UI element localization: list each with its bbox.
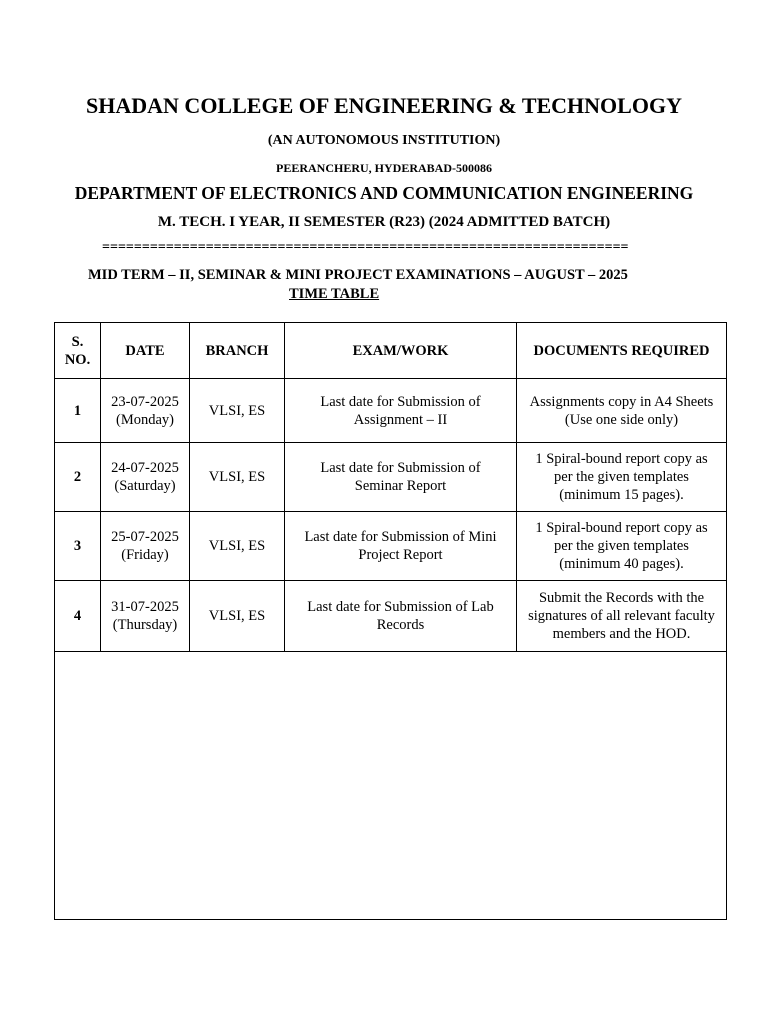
column-header-sno-line1: S.	[71, 333, 84, 350]
row-date	[101, 379, 190, 443]
row-exam-line2: Seminar Report	[354, 478, 447, 494]
row-exam-line1: Last date for Submission of Lab	[307, 599, 494, 615]
blank-cell	[55, 652, 727, 920]
row-docs-line1: Assignments copy in A4 Sheets	[529, 393, 714, 410]
row-sno: 4	[55, 581, 101, 652]
row-docs	[517, 512, 727, 581]
column-header-docs: DOCUMENTS REQUIRED	[517, 323, 727, 379]
row-docs-line2: per the given templates	[554, 538, 689, 554]
row-exam-line1: Last date for Submission of	[320, 393, 481, 410]
row-docs-line3: (minimum 15 pages).	[559, 487, 684, 503]
college-address: PEERANCHERU, HYDERABAD-500086	[275, 161, 492, 175]
department-name: DEPARTMENT OF ELECTRONICS AND COMMUNICATION ENGINEERING	[74, 183, 694, 203]
row-exam-line1: Last date for Submission of Mini	[304, 529, 497, 545]
row-docs-line1: 1 Spiral-bound report copy as	[535, 520, 708, 536]
row-day: (Monday)	[116, 411, 174, 428]
row-sno: 3	[55, 512, 101, 581]
row-date-value: 25-07-2025	[111, 529, 179, 545]
program-name: M. TECH. I YEAR, II SEMESTER (R23) (2024 ADMITTED BATCH)	[157, 214, 611, 230]
row-exam	[285, 512, 517, 581]
table-header-row	[55, 323, 727, 379]
table-row	[55, 443, 727, 512]
row-branch: VLSI, ES	[190, 443, 285, 512]
row-exam	[285, 379, 517, 443]
time-table	[54, 322, 727, 920]
table-row	[55, 512, 727, 581]
row-exam-line2: Records	[376, 617, 425, 633]
row-date-value: 31-07-2025	[111, 599, 179, 615]
row-docs-line2: per the given templates	[554, 469, 689, 485]
row-exam	[285, 443, 517, 512]
column-header-branch: BRANCH	[190, 323, 285, 379]
row-sno: 1	[55, 379, 101, 443]
row-docs-line2: (Use one side only)	[564, 411, 679, 428]
row-day: (Friday)	[121, 547, 169, 563]
row-date-value: 24-07-2025	[111, 460, 179, 476]
row-docs	[517, 379, 727, 443]
row-docs-line3: members and the HOD.	[552, 626, 691, 642]
row-docs-line1: Submit the Records with the	[538, 590, 705, 606]
time-table-heading: TIME TABLE	[289, 286, 380, 302]
row-exam-line2: Assignment – II	[353, 411, 448, 428]
autonomous-status: (AN AUTONOMOUS INSTITUTION)	[267, 133, 501, 148]
row-branch: VLSI, ES	[190, 512, 285, 581]
row-sno: 2	[55, 443, 101, 512]
row-docs	[517, 443, 727, 512]
row-branch: VLSI, ES	[190, 379, 285, 443]
row-day: (Thursday)	[112, 617, 178, 633]
column-header-date: DATE	[101, 323, 190, 379]
college-name: SHADAN COLLEGE OF ENGINEERING & TECHNOLOGY	[86, 93, 682, 118]
row-date	[101, 512, 190, 581]
column-header-exam: EXAM/WORK	[285, 323, 517, 379]
row-date-value: 23-07-2025	[111, 393, 179, 410]
exam-title: MID TERM – II, SEMINAR & MINI PROJECT EXAMINATIONS – AUGUST – 2025	[88, 267, 628, 283]
row-docs-line1: 1 Spiral-bound report copy as	[535, 451, 708, 467]
row-docs-line2: signatures of all relevant faculty	[528, 608, 715, 624]
row-date	[101, 581, 190, 652]
row-day: (Saturday)	[114, 478, 176, 494]
row-docs-line3: (minimum 40 pages).	[559, 556, 684, 572]
row-branch: VLSI, ES	[190, 581, 285, 652]
table-row	[55, 581, 727, 652]
row-exam-line2: Project Report	[358, 547, 443, 563]
table-row	[55, 379, 727, 443]
column-header-sno-line2: NO.	[64, 351, 91, 368]
row-docs	[517, 581, 727, 652]
column-header-sno	[55, 323, 101, 379]
row-date	[101, 443, 190, 512]
row-exam	[285, 581, 517, 652]
blank-row	[55, 652, 727, 920]
separator-line: ==================================================================	[102, 240, 629, 255]
row-exam-line1: Last date for Submission of	[320, 460, 481, 476]
